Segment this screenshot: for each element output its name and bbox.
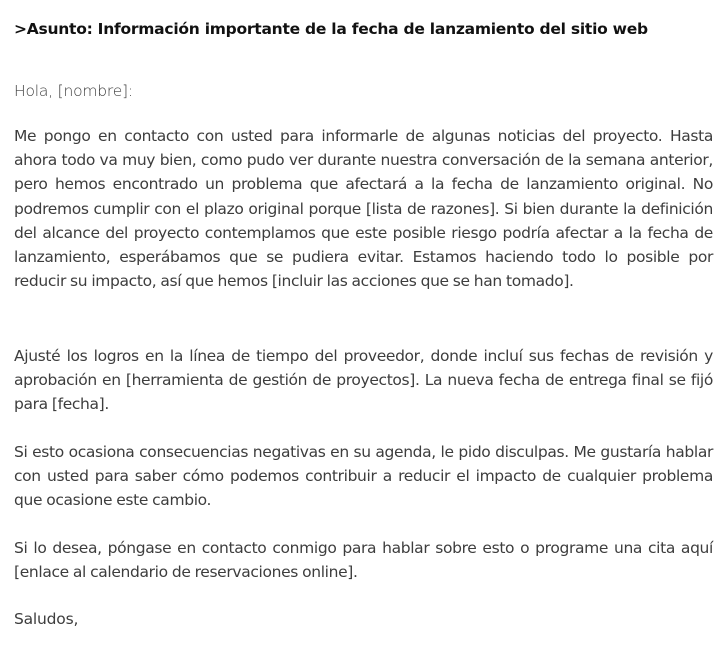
body-paragraph-new-timeline: Ajusté los logros en la línea de tiempo del proveedor, donde incluí sus fechas de revisión y aprobación en [herramienta de gestión de proyectos]. La nueva fecha de entrega final se fijó para [fecha]. (14, 347, 713, 414)
body-paragraph-contact: Si lo desea, póngase en contacto conmigo para hablar sobre esto o programe una cita aquí [enlace al calendario de reservaciones online]. (14, 539, 713, 582)
email-subject-heading: >Asunto: Información importante de la fecha de lanzamiento del sitio web (14, 20, 648, 38)
body-paragraph-project-update: Me pongo en contacto con usted para informarle de algunas noticias del proyecto. Hasta ahora todo va muy bien, como pudo ver durante nuestra conversación de la semana anterior, pero hemos encontrado un problema que afectará a la fecha de lanzamiento original. No podremos cumplir con el plazo original porque [lista de razones]. Si bien durante la definición del alcance del proyecto contemplamos que este posible riesgo podría afectar a la fecha de lanzamiento, esperábamos que se pudiera evitar. Estamos haciendo todo lo posible por reducir su impacto, así que hemos [incluir las acciones que se han tomado]. (14, 127, 713, 291)
body-paragraph-apology: Si esto ocasiona consecuencias negativas en su agenda, le pido disculpas. Me gustaría hablar con usted para saber cómo podemos contribuir a reducir el impacto de cualquier problema que ocasione este cambio. (14, 443, 713, 510)
email-closing: Saludos, (14, 610, 79, 628)
email-greeting: Hola, [nombre]: (14, 82, 133, 100)
